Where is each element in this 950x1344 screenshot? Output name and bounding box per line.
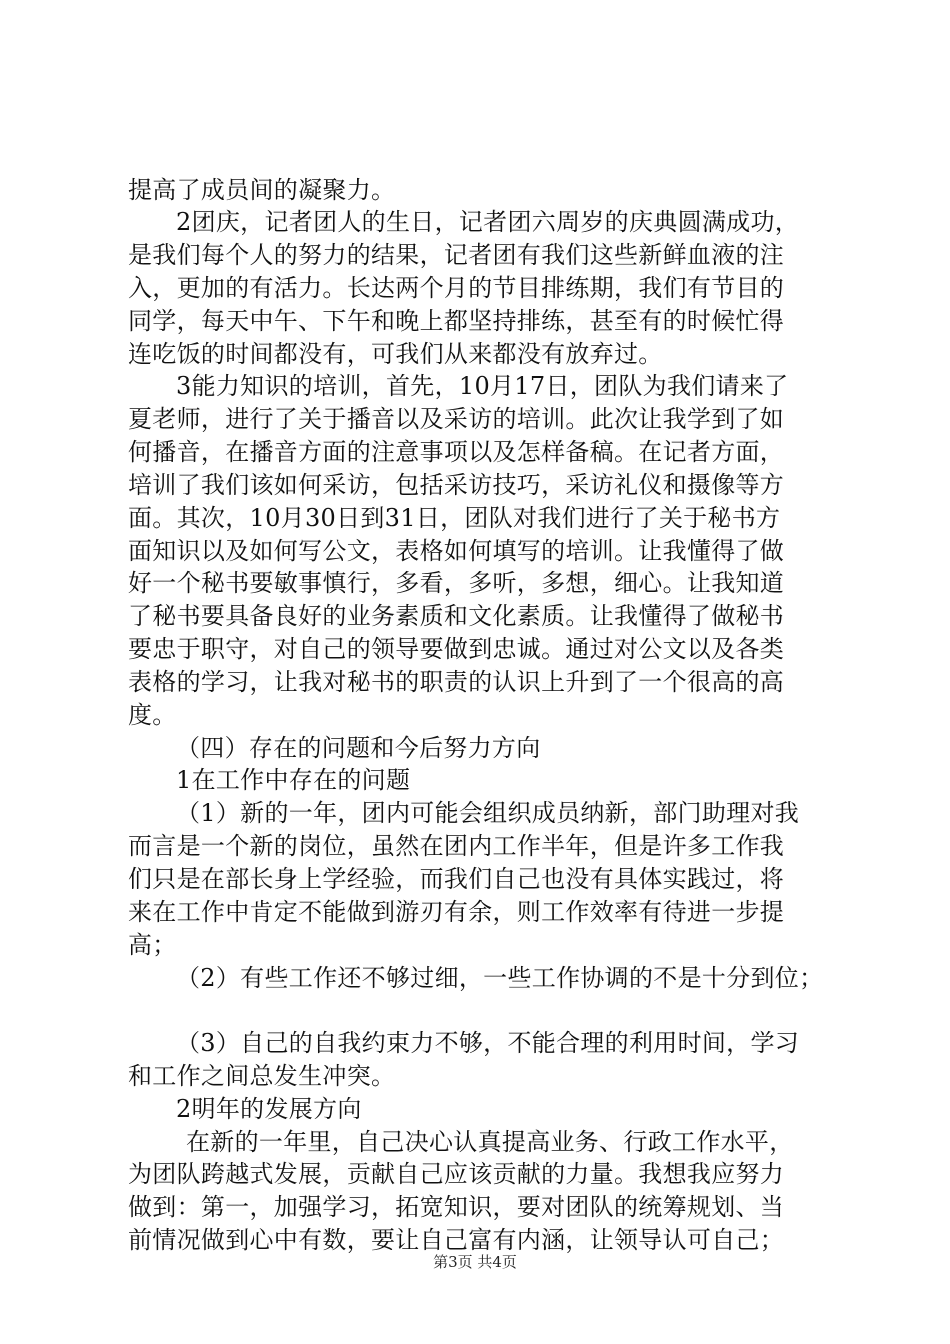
text-line-2: 2团庆，记者团人的生日，记者团六周岁的庆典圆满成功，: [176, 208, 800, 236]
text-line-12: 面知识以及如何写公文，表格如何填写的培训。让我懂得了做: [128, 537, 785, 565]
text-line-22: 们只是在部长身上学经验，而我们自己也没有具体实践过，将: [128, 865, 785, 893]
subsection-heading-1: 1在工作中存在的问题: [176, 766, 411, 794]
text-line-21: 而言是一个新的岗位，虽然在团内工作半年，但是许多工作我: [128, 832, 785, 860]
text-line-23: 来在工作中肯定不能做到游刃有余，则工作效率有待进一步提: [128, 898, 785, 926]
text-line-32: 前情况做到心中有数，要让自己富有内涵，让领导认可自己；: [128, 1226, 785, 1254]
text-line-30: 为团队跨越式发展，贡献自己应该贡献的力量。我想我应努力: [128, 1160, 785, 1188]
text-line-10: 培训了我们该如何采访，包括采访技巧，采访礼仪和摄像等方: [128, 471, 785, 499]
text-line-4: 入，更加的有活力。长达两个月的节目排练期，我们有节目的: [128, 274, 785, 302]
text-line-7: 3能力知识的培训，首先，10月17日，团队为我们请来了: [176, 372, 789, 400]
text-line-8: 夏老师，进行了关于播音以及采访的培训。此次让我学到了如: [128, 405, 785, 433]
text-line-1: 提高了成员间的凝聚力。: [128, 176, 396, 204]
text-line-13: 好一个秘书要敏事慎行，多看，多听，多想，细心。让我知道: [128, 569, 785, 597]
section-heading: （四）存在的问题和今后努力方向: [176, 734, 541, 762]
text-line-20: （1）新的一年，团内可能会组织成员纳新，部门助理对我: [176, 799, 800, 827]
text-line-31: 做到：第一，加强学习，拓宽知识，要对团队的统筹规划、当: [128, 1193, 785, 1221]
subsection-heading-2: 2明年的发展方向: [176, 1095, 362, 1123]
text-line-14: 了秘书要具备良好的业务素质和文化素质。让我懂得了做秘书: [128, 602, 785, 630]
text-line-29: 在新的一年里，自己决心认真提高业务、行政工作水平，: [186, 1128, 794, 1156]
text-line-11: 面。其次，10月30日到31日，团队对我们进行了关于秘书方: [128, 504, 781, 532]
text-line-5: 同学，每天中午、下午和晚上都坚持排练，甚至有的时候忙得: [128, 307, 785, 335]
text-line-16: 表格的学习，让我对秘书的职责的认识上升到了一个很高的高: [128, 668, 785, 696]
page-footer: 第3页 共4页: [433, 1253, 517, 1271]
text-line-3: 是我们每个人的努力的结果，记者团有我们这些新鲜血液的注: [128, 241, 785, 269]
text-line-9: 何播音，在播音方面的注意事项以及怎样备稿。在记者方面，: [128, 438, 785, 466]
text-line-17: 度。: [128, 701, 177, 729]
text-line-26: （3）自己的自我约束力不够，不能合理的利用时间，学习: [176, 1029, 800, 1057]
text-line-24: 高；: [128, 931, 177, 959]
text-line-25: （2）有些工作还不够过细，一些工作协调的不是十分到位；: [176, 964, 824, 992]
text-line-15: 要忠于职守，对自己的领导要做到忠诚。通过对公文以及各类: [128, 635, 785, 663]
text-line-27: 和工作之间总发生冲突。: [128, 1062, 396, 1090]
text-line-6: 连吃饭的时间都没有，可我们从来都没有放弃过。: [128, 340, 663, 368]
